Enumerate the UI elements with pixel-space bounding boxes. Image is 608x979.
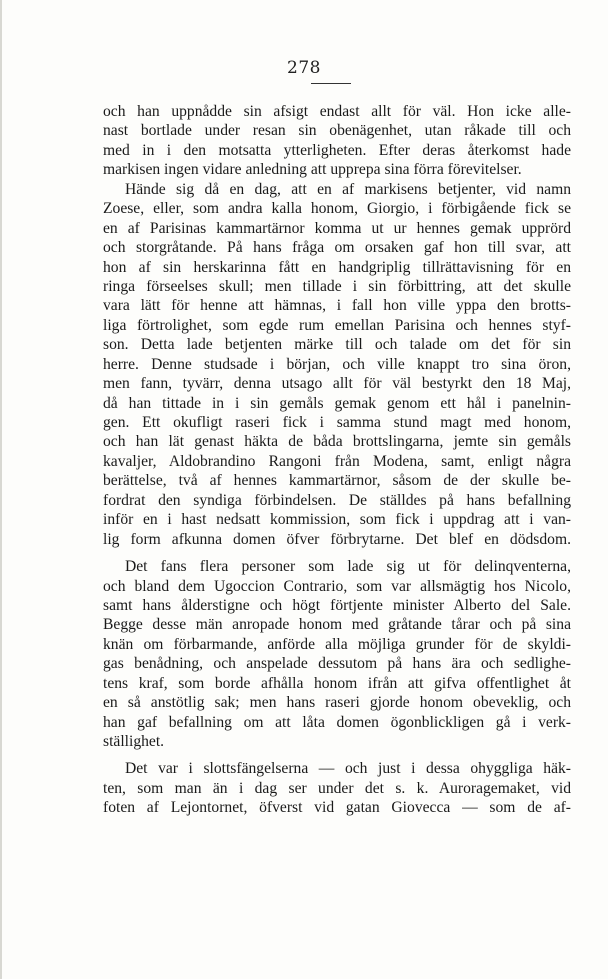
text-line: en så anstötlig sak; men hans raseri gjorde honom obeveklig, och (103, 694, 571, 712)
text-line: inför en i hast nedsatt kommission, som fick i uppdrag att i van- (103, 511, 571, 529)
text-line: ringa förseelses skull; men tillade i sin förbittring, att det skulle (103, 277, 571, 295)
text-line: ställighet. (103, 733, 165, 750)
text-line: markisen ingen vidare anledning att upprepa sina förra förevitelser. (103, 161, 522, 179)
text-line: foten af Lejontornet, öfverst vid gatan Giovecca — som de af- (103, 799, 571, 817)
text-line: han gaf befallning om att låta domen ögonblickligen gå i verk- (103, 713, 571, 731)
text-line: Zoese, eller, som andra kalla honom, Giorgio, i förbigående fick se (103, 200, 571, 218)
text-line: nast bortlade under resan sin obenägenhet, utan råkade till och (103, 122, 571, 140)
text-line: och han lät genast häkta de båda brottslingarna, jemte sin gemåls (103, 433, 571, 451)
text-line: samt hans ålderstigne och högt förtjente minister Alberto del Sale. (103, 596, 571, 614)
page-number-underline (311, 83, 351, 84)
text-line: och bland dem Ugoccion Contrario, som var allsmägtig hos Nicolo, (103, 577, 571, 595)
text-line: gen. Ett okufligt raseri fick i samma stund magt med honom, (103, 414, 571, 431)
text-line: med in i den motsatta ytterligheten. Efter deras återkomst hade (103, 141, 571, 159)
text-line: lig form afkunna domen öfver förbrytarne. Det blef en dödsdom. (103, 530, 571, 548)
paragraph-2 (103, 180, 571, 549)
body-text (103, 102, 571, 818)
text-line: då han tittade in i sin gemåls gemak genom ett hål i panelnin- (103, 394, 571, 412)
text-line: vara lätt för henne att hämnas, i fall hon ville yppa den brotts- (103, 297, 571, 315)
text-line: tens kraf, som borde afhålla honom ifrån att gifva offentlighet åt (103, 674, 571, 692)
text-line: Hände sig då en dag, att en af markisens betjenter, vid namn (125, 180, 571, 198)
text-line: berättelse, två af hennes kammartärnor, såsom de der skulle be- (103, 472, 571, 490)
paragraph-gap (103, 549, 571, 557)
text-line: och storgråtande. På hans fråga om orsaken gaf hon till svar, att (103, 239, 571, 257)
paragraph-4 (103, 759, 571, 817)
text-line: son. Detta lade betjenten märke till och talade om det för sin (103, 336, 571, 354)
text-line: men fann, tyvärr, denna utsago allt för väl bestyrkt den 18 Maj, (103, 375, 571, 393)
text-line: herre. Denne studsade i början, och ville knappt tro sina öron, (103, 355, 571, 373)
text-line: liga förtrolighet, som egde rum emellan Parisina och hennes styf- (103, 316, 571, 334)
text-line: fordrat den syndiga förbindelsen. De ställdes på hans befallning (103, 491, 571, 509)
text-line: Begge desse män anropade honom med gråtande tårar och på sina (103, 616, 571, 634)
text-line: kavaljer, Aldobrandino Rangoni från Modena, samt, enligt några (103, 452, 571, 470)
text-line: gas benådning, och anspelade dessutom på hans ära och sedlighe- (103, 655, 571, 673)
paragraph-1 (103, 102, 571, 180)
page-edge (0, 0, 2, 979)
text-line: knän om förbarmande, anförde alla möjliga grunder för de skyldi- (103, 635, 571, 653)
paragraph-gap (103, 751, 571, 759)
paragraph-3 (103, 557, 571, 751)
text-line: ten, som man än i dag ser under det s. k. Auroragemaket, vid (103, 779, 571, 797)
text-line: hon af sin herskarinna fått en handgriplig tillrättavisning för en (103, 258, 571, 276)
page-number: 278 (287, 58, 321, 78)
text-line: en af Parisinas kammartärnor komma ut ur hennes gemak upprörd (103, 219, 571, 237)
text-line: Det var i slottsfängelserna — och just i dessa ohyggliga häk- (125, 760, 571, 778)
text-line: Det fans flera personer som lade sig ut för delinqventerna, (125, 558, 571, 576)
text-line: och han uppnådde sin afsigt endast allt för väl. Hon icke alle- (103, 103, 571, 120)
